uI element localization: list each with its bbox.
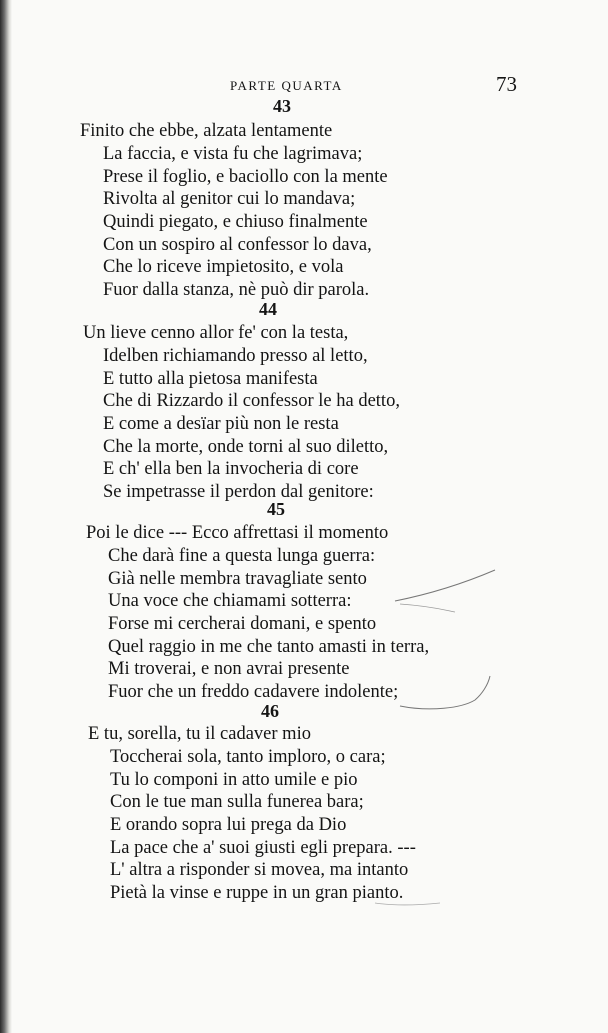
verse-line: Tu lo componi in atto umile e pio [110,770,358,790]
verse-line: E tutto alla pietosa manifesta [103,369,318,389]
verse-line: Che la morte, onde torni al suo diletto, [103,437,389,457]
stanza-number: 45 [267,499,285,519]
verse-line: E tu, sorella, tu il cadaver mio [88,724,311,744]
verse-line: La faccia, e vista fu che lagrimava; [103,144,363,164]
verse-line: Finito che ebbe, alzata lentamente [80,121,333,141]
pencil-stroke [400,676,490,709]
page-number: 73 [496,72,517,96]
verse-line: Che darà fine a questa lunga guerra: [108,546,376,566]
verse-line: Rivolta al genitor cui lo mandava; [103,189,356,209]
page-edge [0,0,12,1033]
verse-line: Già nelle membra travagliate sento [108,569,367,589]
verse-line: Quel raggio in me che tanto amasti in terra, [108,637,430,657]
verse-line: L' altra a risponder si movea, ma intanto [110,860,409,880]
verse-line: Mi troverai, e non avrai presente [108,659,350,679]
verse-line: Fuor dalla stanza, nè può dir parola. [103,280,370,300]
verse-line: Prese il foglio, e baciollo con la mente [103,167,388,187]
verse-line: Che lo riceve impietosito, e vola [103,257,344,277]
verse-line: Poi le dice --- Ecco affrettasi il momento [86,523,389,543]
verse-line: E come a desïar più non le resta [103,414,339,434]
stanza-number: 46 [261,701,279,721]
verse-line: Un lieve cenno allor fe' con la testa, [83,323,349,343]
stanza-number: 43 [273,96,291,116]
verse-line: Con un sospiro al confessor lo dava, [103,235,372,255]
verse-line: Fuor che un freddo cadavere indolente; [108,682,399,702]
verse-line: Pietà la vinse e ruppe in un gran pianto. [110,883,404,903]
verse-line: Una voce che chiamami sotterra: [108,591,352,611]
running-head: PARTE QUARTA [230,78,343,93]
verse-line: Se impetrasse il perdon dal genitore: [103,482,374,502]
verse-line: Forse mi cercherai domani, e spento [108,614,377,634]
pencil-stroke [400,604,455,612]
verse-line: Toccherai sola, tanto imploro, o cara; [110,747,386,767]
verse-line: E orando sopra lui prega da Dio [110,815,347,835]
verse-line: Idelben richiamando presso al letto, [103,346,368,366]
verse-line: Con le tue man sulla funerea bara; [110,792,364,812]
verse-line: E ch' ella ben la invocheria di core [103,459,359,479]
stanza-number: 44 [259,299,277,319]
pencil-stroke [395,570,495,601]
verse-line: Che di Rizzardo il confessor le ha detto, [103,391,400,411]
verse-line: Quindi piegato, e chiuso finalmente [103,212,368,232]
verse-line: La pace che a' suoi giusti egli prepara. --- [110,838,416,858]
